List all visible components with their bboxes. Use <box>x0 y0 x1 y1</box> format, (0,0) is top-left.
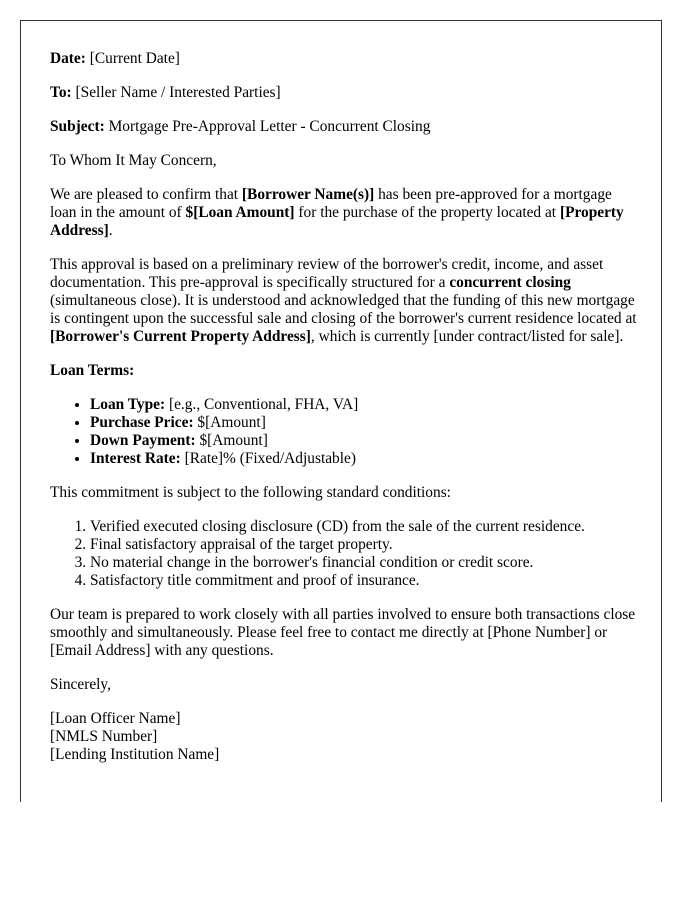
list-item: 2. Final satisfactory appraisal of the target property. <box>90 536 640 554</box>
officer-name: [Loan Officer Name] <box>50 710 181 727</box>
text: has been pre-approved for a mortgage loan in the amount of <box>50 186 612 221</box>
text: We are pleased to confirm that <box>50 186 242 203</box>
text: . <box>108 222 113 239</box>
letter-page <box>20 20 662 802</box>
list-item <box>90 396 640 414</box>
text: for the purchase of the property located at <box>294 204 560 221</box>
text: , which is currently [under contract/listed for sale]. <box>310 328 624 345</box>
list-item: 3. No material change in the borrower's financial condition or credit score. <box>90 554 640 572</box>
list-item <box>90 450 640 468</box>
list-item: 4. Satisfactory title commitment and proof of insurance. <box>90 572 640 590</box>
list-item <box>90 414 640 432</box>
list-item: 1. Verified executed closing disclosure (CD) from the sale of the current residence. <box>90 518 640 536</box>
list-item <box>90 432 640 450</box>
date-label: Date: <box>50 50 86 67</box>
subject-label: Subject: <box>50 118 105 135</box>
loan-terms-heading-text: Loan Terms: <box>50 362 135 379</box>
term-label: Loan Type: <box>90 396 166 413</box>
property-address: [Property Address] <box>50 204 624 239</box>
term-value: $[Amount] <box>195 432 268 449</box>
borrower-name: [Borrower Name(s)] <box>241 186 375 203</box>
basis-paragraph <box>50 256 640 346</box>
subject-value: Mortgage Pre-Approval Letter - Concurrent Closing <box>104 118 431 135</box>
term-value: [e.g., Conventional, FHA, VA] <box>165 396 359 413</box>
letter-content <box>50 21 640 764</box>
conditions-intro: This commitment is subject to the following standard conditions: <box>50 484 451 501</box>
closing-paragraph: Our team is prepared to work closely with all parties involved to ensure both transactions close smoothly and simultaneously. Please feel free to contact me directly at [Phone Number] or [Email Address] with any questions. <box>50 606 636 659</box>
institution-name: [Lending Institution Name] <box>50 746 220 763</box>
approval-paragraph <box>50 186 640 240</box>
loan-amount: $[Loan Amount] <box>185 204 295 221</box>
date-line <box>50 50 640 68</box>
current-property-address: [Borrower's Current Property Address] <box>50 328 311 345</box>
term-value: $[Amount] <box>193 414 266 431</box>
to-value: [Seller Name / Interested Parties] <box>71 84 281 101</box>
nmls-number: [NMLS Number] <box>50 728 158 745</box>
salutation: To Whom It May Concern, <box>50 152 217 169</box>
to-label: To: <box>50 84 72 101</box>
term-value: [Rate]% (Fixed/Adjustable) <box>180 450 356 467</box>
subject-line <box>50 118 640 136</box>
signature-block <box>50 710 640 764</box>
to-line <box>50 84 640 102</box>
date-value: [Current Date] <box>85 50 180 67</box>
loan-terms-heading <box>50 362 640 380</box>
loan-terms-list <box>50 396 640 468</box>
conditions-list <box>50 518 640 590</box>
signoff: Sincerely, <box>50 676 111 693</box>
term-label: Interest Rate: <box>90 450 181 467</box>
term-label: Purchase Price: <box>90 414 194 431</box>
text: (simultaneous close). It is understood and acknowledged that the funding of this new mortgage is contingent upon the successful sale and closing of the borrower's current residence located at <box>50 292 637 327</box>
term-label: Down Payment: <box>90 432 196 449</box>
concurrent-closing: concurrent closing <box>449 274 571 291</box>
text: This approval is based on a preliminary review of the borrower's credit, income, and asset documentation. This pre-approval is specifically structured for a <box>50 256 604 291</box>
